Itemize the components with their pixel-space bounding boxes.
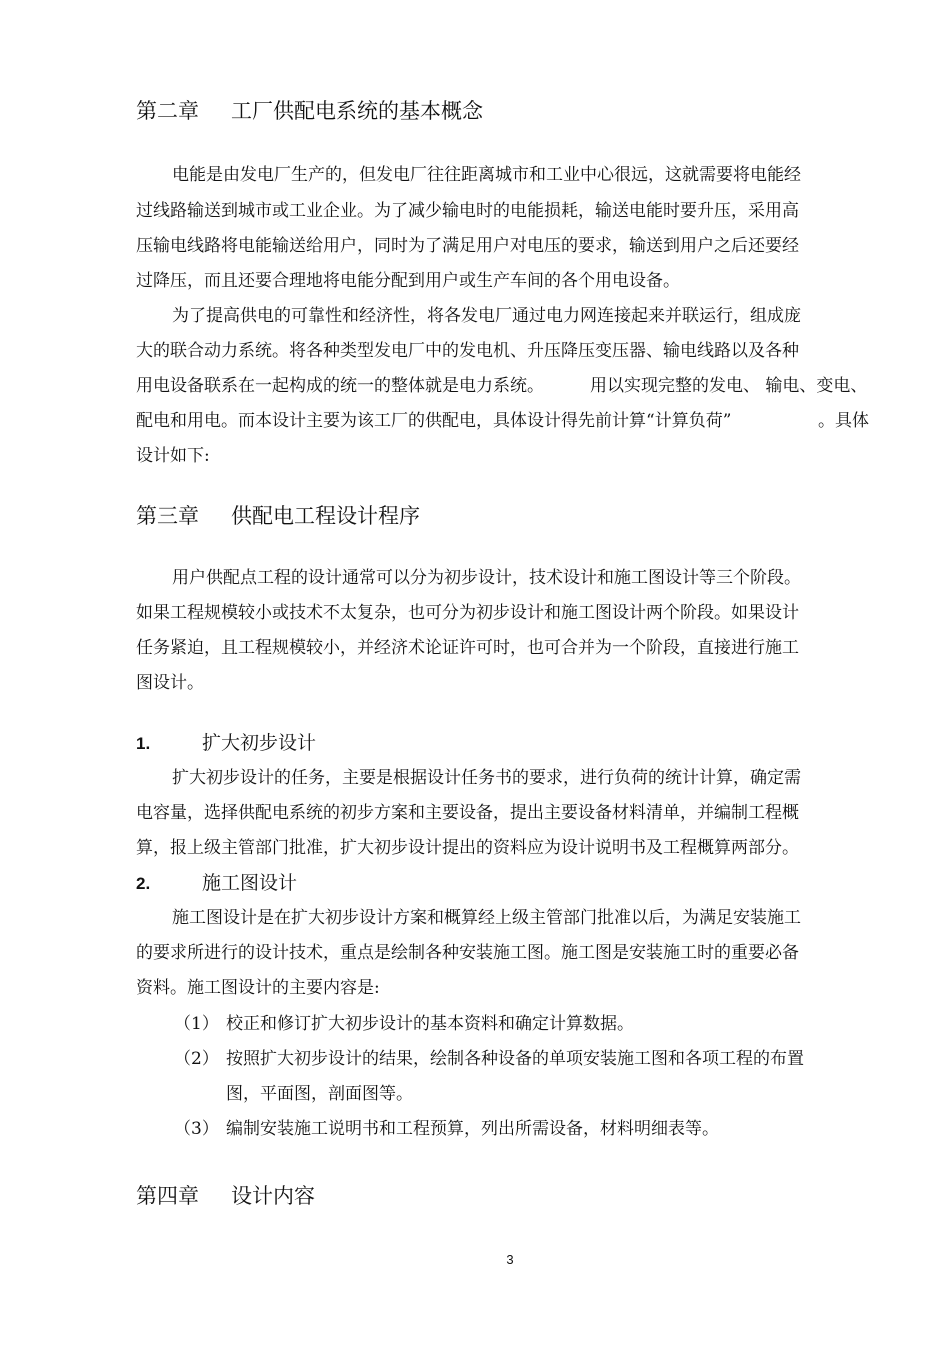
list-item-text: 按照扩大初步设计的结果，绘制各种设备的单项安装施工图和各项工程的布置 (226, 1049, 804, 1069)
section-heading (136, 869, 297, 898)
chapter-number: 第二章 (136, 99, 199, 123)
paragraph-line: 过线路输送到城市或工业企业。为了减少输电时的电能损耗，输送电能时要升压，采用高 (136, 201, 799, 221)
paragraph-line: 任务紧迫，且工程规模较小，并经济术论证许可时，也可合并为一个阶段，直接进行施工 (136, 638, 799, 658)
chapter-heading (136, 1181, 315, 1211)
chapter-title: 工厂供配电系统的基本概念 (231, 99, 483, 123)
chapter-title: 设计内容 (231, 1184, 315, 1208)
list-item-continuation: 图，平面图，剖面图等。 (226, 1084, 413, 1104)
paragraph-line: 。具体 (818, 411, 869, 431)
paragraph-line: 电能是由发电厂生产的，但发电厂往往距离城市和工业中心很远，这就需要将电能经 (172, 165, 801, 185)
paragraph-line: 为了提高供电的可靠性和经济性，将各发电厂通过电力网连接起来并联运行，组成庞 (172, 306, 801, 326)
list-item (174, 1046, 804, 1072)
list-marker: （1） (174, 1014, 219, 1034)
paragraph-line: 大的联合动力系统。将各种类型发电厂中的发电机、升压降压变压器、输电线路以及各种 (136, 341, 799, 361)
section-number: 2. (136, 874, 151, 893)
paragraph-line: 算，报上级主管部门批准，扩大初步设计提出的资料应为设计说明书及工程概算两部分。 (136, 838, 799, 858)
paragraph-line: 施工图设计是在扩大初步设计方案和概算经上级主管部门批准以后，为满足安装施工 (172, 908, 801, 928)
paragraph-line: 图设计。 (136, 673, 204, 693)
list-item-text: 编制安装施工说明书和工程预算，列出所需设备，材料明细表等。 (226, 1119, 719, 1139)
paragraph-line: 如果工程规模较小或技术不太复杂，也可分为初步设计和施工图设计两个阶段。如果设计 (136, 603, 799, 623)
paragraph-line: 的要求所进行的设计技术，重点是绘制各种安装施工图。施工图是安装施工时的重要必备 (136, 943, 799, 963)
page-number: 3 (506, 1252, 514, 1267)
list-marker: （3） (174, 1119, 219, 1139)
paragraph-line: 过降压，而且还要合理地将电能分配到用户或生产车间的各个用电设备。 (136, 271, 680, 291)
paragraph-line: 资料。施工图设计的主要内容是: (136, 978, 380, 998)
paragraph-line: 用户供配点工程的设计通常可以分为初步设计，技术设计和施工图设计等三个阶段。 (172, 568, 801, 588)
paragraph-line: 用电设备联系在一起构成的统一的整体就是电力系统。 (136, 376, 544, 396)
section-heading (136, 729, 316, 758)
chapter-heading (136, 96, 483, 126)
paragraph-line: 压输电线路将电能输送给用户，同时为了满足用户对电压的要求，输送到用户之后还要经 (136, 236, 799, 256)
chapter-number: 第四章 (136, 1184, 199, 1208)
section-title: 扩大初步设计 (202, 732, 317, 754)
chapter-number: 第三章 (136, 504, 199, 528)
chapter-title: 供配电工程设计程序 (231, 504, 420, 528)
paragraph-line: 扩大初步设计的任务，主要是根据设计任务书的要求，进行负荷的统计计算，确定需 (172, 768, 801, 788)
paragraph-line: 电容量，选择供配电系统的初步方案和主要设备，提出主要设备材料清单，并编制工程概 (136, 803, 799, 823)
list-item-text: 校正和修订扩大初步设计的基本资料和确定计算数据。 (226, 1014, 634, 1034)
paragraph-line: 用以实现完整的发电、 输电、变电、 (590, 376, 868, 396)
paragraph-line: 设计如下: (136, 446, 210, 466)
paragraph-line: 配电和用电。而本设计主要为该工厂的供配电，具体设计得先前计算“计算负荷” (136, 411, 732, 431)
section-number: 1. (136, 734, 151, 753)
section-title: 施工图设计 (202, 872, 298, 894)
list-marker: （2） (174, 1049, 219, 1069)
list-item (174, 1011, 634, 1037)
chapter-heading (136, 501, 420, 531)
list-item (174, 1116, 719, 1142)
